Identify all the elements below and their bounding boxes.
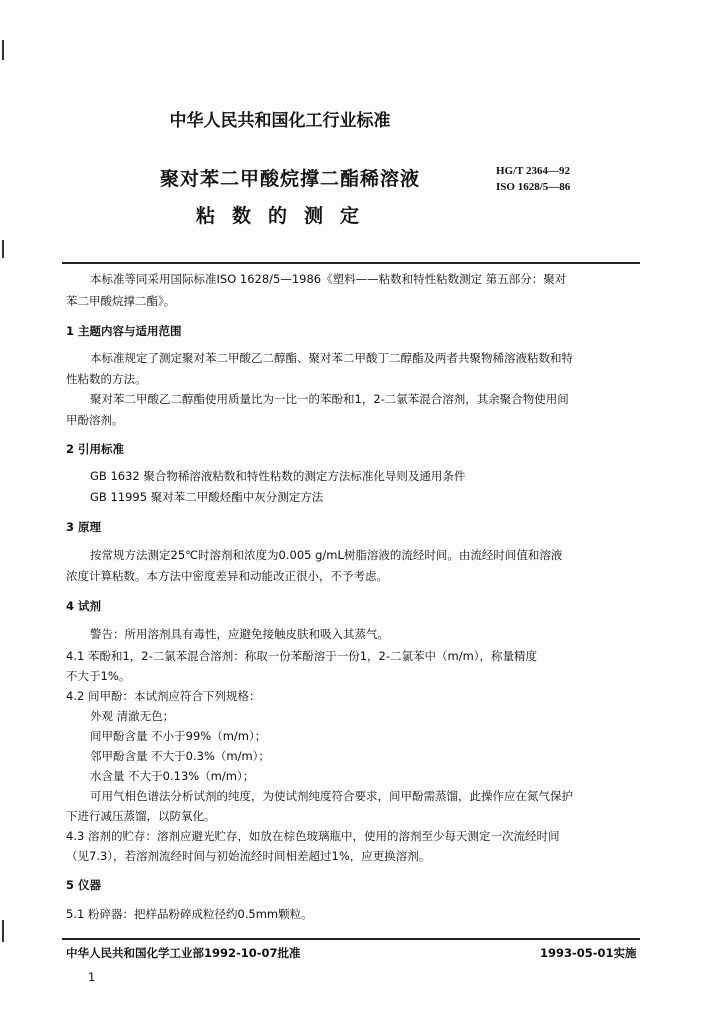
standard-code-iso: ISO 1628/5—86 [496, 181, 571, 193]
standard-code-hg: HG/T 2364—92 [496, 165, 571, 177]
section-4-heading: 4 试剂 [66, 599, 102, 613]
section-3-heading: 3 原理 [66, 520, 102, 534]
section-1-para-2-line-1: 聚对苯二甲酸乙二醇酯使用质量比为一比一的苯酚和1，2-二氯苯混合溶剂，其余聚合物使用间 [90, 392, 569, 406]
scan-margin-mark [2, 40, 4, 60]
header-divider [62, 262, 640, 264]
clause-4-2-heading: 4.2 间甲酚：本试剂应符合下列规格： [66, 689, 261, 703]
issuing-organization: 中华人民共和国化工行业标准 [169, 111, 391, 131]
footer-divider [62, 938, 640, 940]
clause-4-3-line-2: （见7.3），若溶剂流经时间与初始流经时间相差超过1%，应更换溶剂。 [66, 849, 431, 863]
document-title: 聚对苯二甲酸烷撑二酯稀溶液 [160, 168, 421, 190]
clause-5-1: 5.1 粉碎器：把样品粉碎成粒径约0.5mm颗粒。 [66, 907, 313, 921]
section-1-para-1-line-1: 本标准规定了测定聚对苯二甲酸乙二醇酯、聚对苯二甲酸丁二醇酯及两者共聚物稀溶液粘数和特 [90, 351, 573, 365]
clause-4-2-note-line-2: 下进行减压蒸馏，以防氧化。 [66, 809, 216, 823]
implementation-date: 1993-05-01实施 [540, 946, 637, 960]
approval-statement: 中华人民共和国化学工业部1992-10-07批准 [66, 946, 301, 960]
section-3-line-1: 按常规方法测定25℃时溶剂和浓度为0.005 g/mL树脂溶液的流经时间。由流经时间值和溶液 [90, 548, 563, 562]
section-2-heading: 2 引用标准 [66, 442, 125, 456]
section-1-para-2-line-2: 甲酚溶剂。 [66, 413, 124, 427]
section-1-para-1-line-2: 性粘数的方法。 [66, 372, 147, 386]
section-4-warning: 警告：所用溶剂具有毒性，应避免接触皮肤和吸入其蒸气。 [90, 627, 389, 641]
scan-margin-mark [2, 920, 4, 942]
clause-4-2-note-line-1: 可用气相色谱法分析试剂的纯度，为使试剂纯度符合要求，间甲酚需蒸馏，此操作应在氮气保护 [90, 789, 573, 803]
section-5-heading: 5 仪器 [66, 878, 102, 892]
intro-line-2: 苯二甲酸烷撑二酯》。 [66, 294, 176, 308]
spec-m-cresol-content: 间甲酚含量 不小于99%（m/m）； [90, 729, 267, 743]
page-number: 1 [88, 970, 96, 984]
reference-gb-11995: GB 11995 聚对苯二甲酸烃酯中灰分测定方法 [90, 490, 324, 504]
intro-line-1: 本标准等同采用国际标准ISO 1628/5—1986《塑料——粘数和特性粘数测定 第五部分：聚对 [90, 272, 567, 286]
section-3-line-2: 浓度计算粘数。本方法中密度差异和动能改正很小，不予考虑。 [66, 569, 388, 583]
clause-4-1-line-2: 不大于1%。 [66, 669, 131, 683]
document-subtitle: 粘数的测定 [196, 205, 377, 227]
clause-4-3-line-1: 4.3 溶剂的贮存：溶剂应避光贮存，如放在棕色玻璃瓶中，使用的溶剂至少每天测定一次流经时间 [66, 829, 560, 843]
section-1-heading: 1 主题内容与适用范围 [66, 324, 182, 338]
spec-appearance: 外观 清澈无色； [90, 709, 175, 723]
reference-gb-1632: GB 1632 聚合物稀溶液粘数和特性粘数的测定方法标准化导则及通用条件 [90, 469, 466, 483]
clause-4-1-line-1: 4.1 苯酚和1，2-二氯苯混合溶剂：称取一份苯酚溶于一份1，2-二氯苯中（m/m），称量精度 [66, 649, 538, 663]
spec-o-cresol-content: 邻甲酚含量 不大于0.3%（m/m）； [90, 749, 270, 763]
scan-margin-mark [2, 240, 4, 258]
spec-water-content: 水含量 不大于0.13%（m/m）； [90, 769, 255, 783]
